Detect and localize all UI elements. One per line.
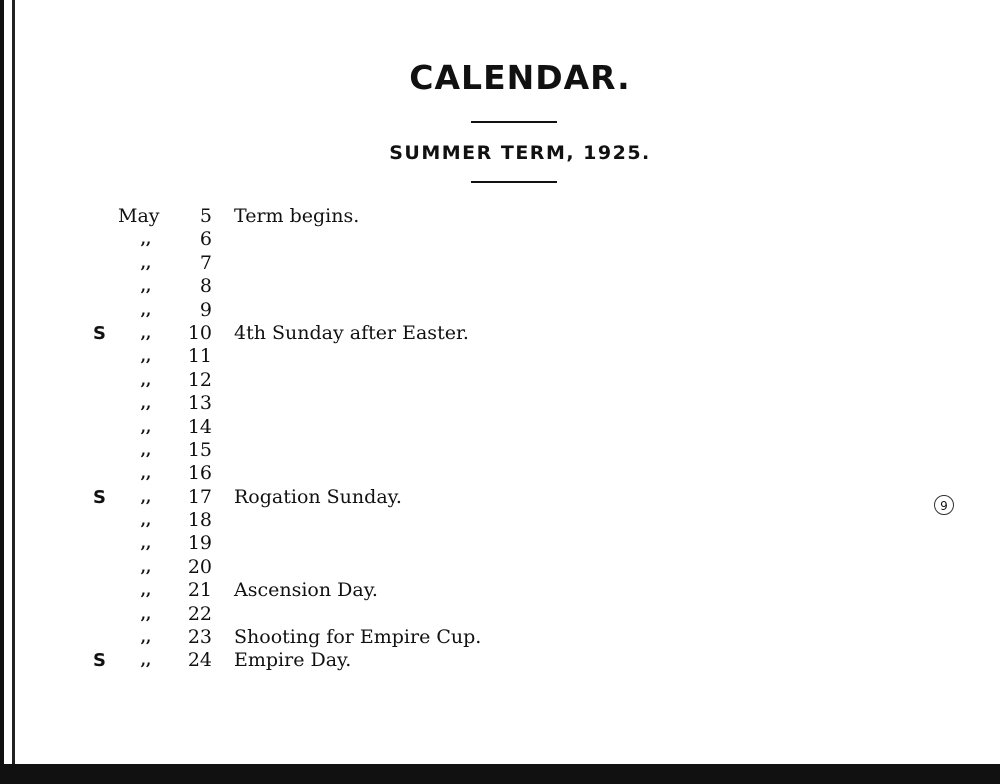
- month-cell: ,,: [140, 394, 152, 413]
- calendar-row: [0, 486, 700, 509]
- sunday-marker: S: [93, 486, 106, 508]
- bottom-border: [0, 764, 1000, 784]
- day-cell: 24: [187, 649, 212, 672]
- month-cell: ,,: [140, 557, 152, 576]
- day-cell: 12: [187, 368, 212, 391]
- day-cell: 8: [199, 275, 212, 298]
- calendar-row: [0, 416, 700, 439]
- day-cell: 17: [187, 485, 212, 508]
- day-cell: 9: [199, 298, 212, 321]
- calendar-row: [0, 509, 700, 532]
- day-cell: 18: [187, 509, 212, 532]
- day-cell: 5: [199, 205, 212, 227]
- event-cell: Ascension Day.: [234, 579, 378, 602]
- month-cell: ,,: [140, 347, 152, 366]
- day-cell: 16: [187, 462, 212, 485]
- month-cell: ,,: [140, 417, 152, 436]
- calendar-row: [0, 649, 700, 672]
- event-cell: Shooting for Empire Cup.: [234, 626, 482, 649]
- calendar-row: [0, 556, 700, 579]
- calendar-row: [0, 603, 700, 626]
- calendar-row: [0, 462, 700, 485]
- month-cell: ,,: [140, 323, 152, 342]
- calendar-row: [0, 205, 700, 228]
- day-cell: 6: [199, 228, 212, 251]
- day-cell: 14: [187, 415, 212, 438]
- term-subtitle: SUMMER TERM, 1925.: [389, 142, 651, 164]
- title-divider-top: [471, 121, 557, 123]
- month-cell: ,,: [140, 277, 152, 296]
- month-cell: ,,: [140, 370, 152, 389]
- month-cell: ,,: [140, 487, 152, 506]
- day-cell: 21: [187, 579, 212, 602]
- calendar-row: [0, 626, 700, 649]
- day-cell: 23: [187, 626, 212, 649]
- month-cell: ,,: [140, 300, 152, 319]
- calendar-row: [0, 299, 700, 322]
- day-cell: 20: [187, 555, 212, 578]
- calendar-row: [0, 322, 700, 345]
- event-cell: 4th Sunday after Easter.: [234, 321, 469, 344]
- page-title: CALENDAR.: [409, 58, 631, 97]
- calendar-row: [0, 345, 700, 368]
- month-cell: ,,: [140, 651, 152, 670]
- day-cell: 11: [187, 345, 212, 368]
- day-cell: 19: [187, 532, 212, 555]
- month-cell: ,,: [140, 581, 152, 600]
- day-cell: 22: [187, 602, 212, 625]
- month-cell: ,,: [140, 511, 152, 530]
- sunday-marker: S: [93, 650, 106, 672]
- calendar-row: [0, 252, 700, 275]
- margin-mark: 9: [934, 495, 954, 515]
- title-divider-bottom: [471, 181, 557, 183]
- sunday-marker: S: [93, 322, 106, 344]
- month-cell: ,,: [140, 628, 152, 647]
- month-cell: ,,: [140, 253, 152, 272]
- month-cell: May: [118, 205, 160, 227]
- event-cell: Term begins.: [234, 205, 360, 227]
- month-cell: ,,: [140, 464, 152, 483]
- calendar-row: [0, 392, 700, 415]
- month-cell: ,,: [140, 604, 152, 623]
- calendar-row: [0, 275, 700, 298]
- day-cell: 15: [187, 438, 212, 461]
- event-cell: Empire Day.: [234, 649, 352, 672]
- calendar-row: [0, 532, 700, 555]
- day-cell: 13: [187, 392, 212, 415]
- calendar-table: [0, 205, 700, 673]
- month-cell: ,,: [140, 230, 152, 249]
- month-cell: ,,: [140, 440, 152, 459]
- calendar-row: [0, 579, 700, 602]
- month-cell: ,,: [140, 534, 152, 553]
- event-cell: Rogation Sunday.: [234, 485, 402, 508]
- day-cell: 7: [199, 251, 212, 274]
- calendar-row: [0, 369, 700, 392]
- day-cell: 10: [187, 321, 212, 344]
- calendar-row: [0, 439, 700, 462]
- calendar-row: [0, 228, 700, 251]
